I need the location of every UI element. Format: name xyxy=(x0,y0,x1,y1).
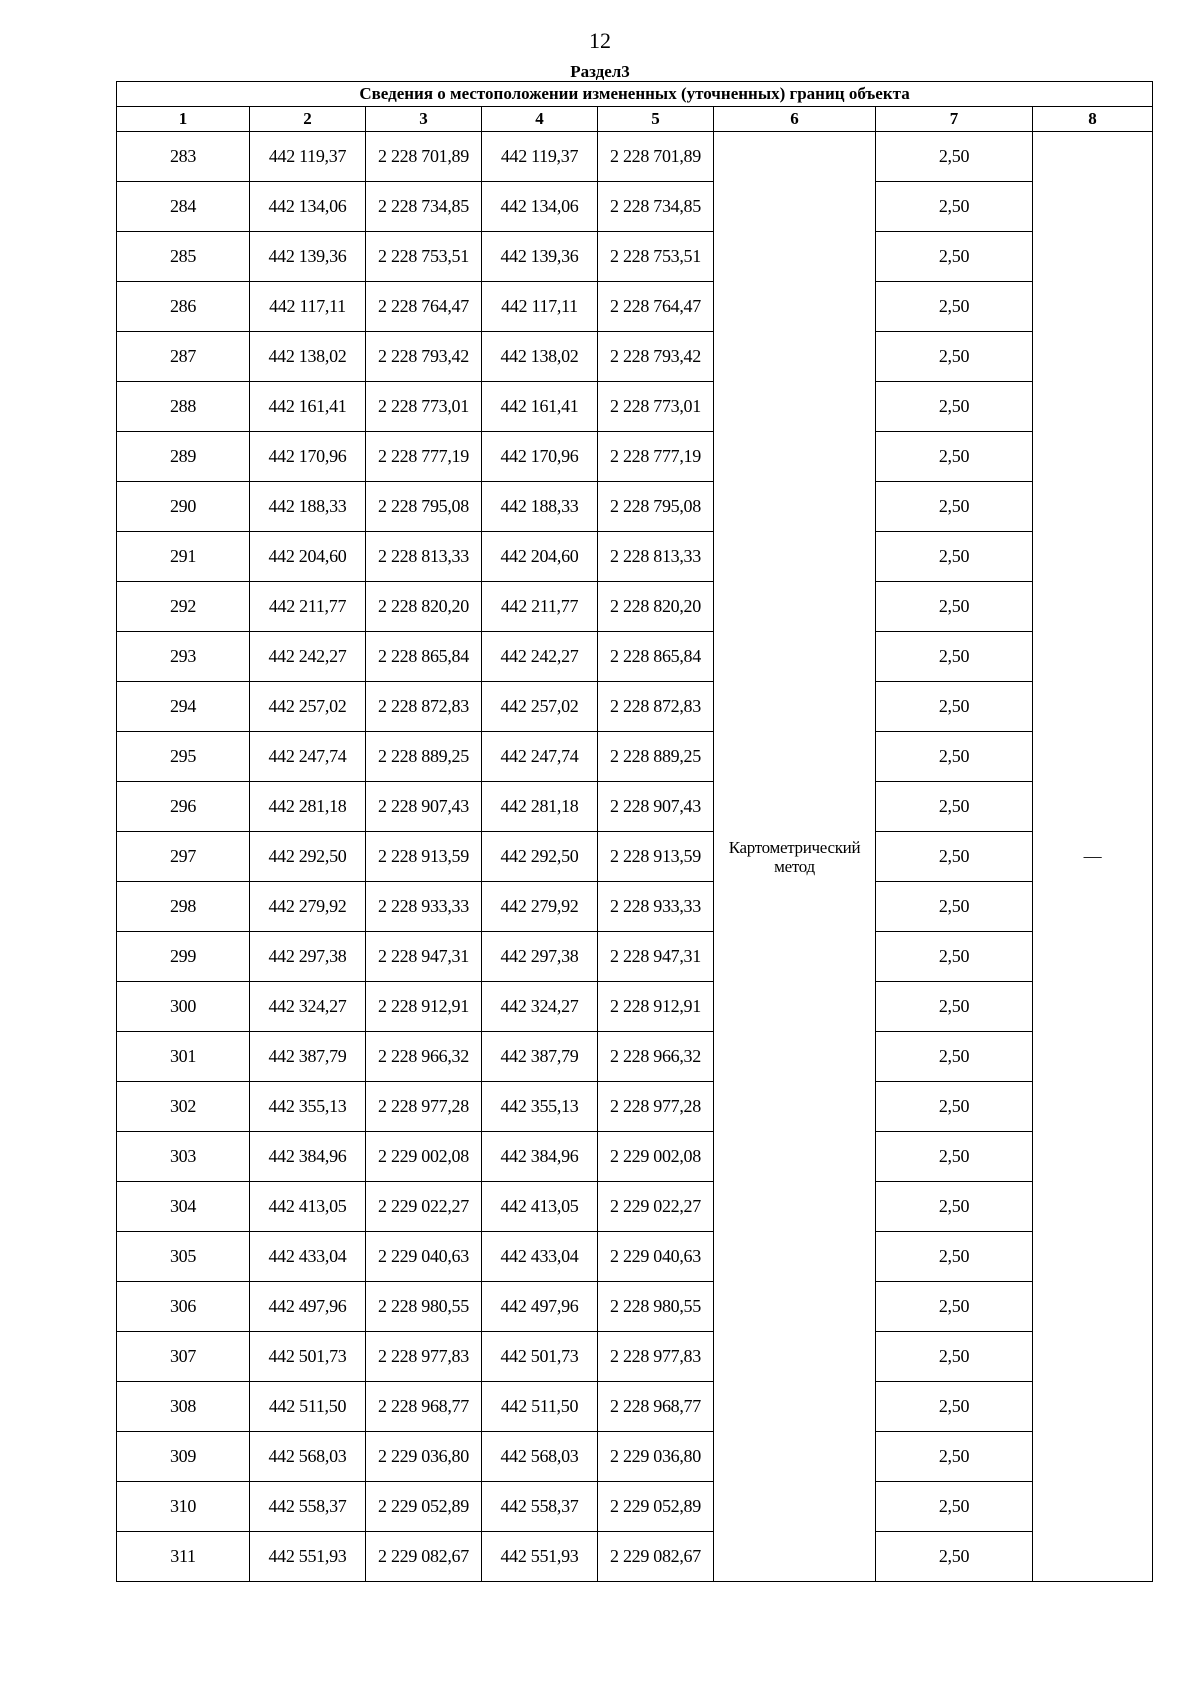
accuracy-cell: 2,50 xyxy=(876,882,1033,932)
table-row xyxy=(117,1482,1153,1532)
y-old-cell: 2 228 764,47 xyxy=(366,282,482,332)
point-number-cell: 292 xyxy=(117,582,250,632)
x-new-cell: 442 355,13 xyxy=(482,1082,598,1132)
x-new-cell: 442 558,37 xyxy=(482,1482,598,1532)
y-old-cell: 2 229 002,08 xyxy=(366,1132,482,1182)
point-number-cell: 311 xyxy=(117,1532,250,1582)
accuracy-cell: 2,50 xyxy=(876,382,1033,432)
table-row xyxy=(117,482,1153,532)
y-old-cell: 2 228 773,01 xyxy=(366,382,482,432)
x-new-cell: 442 324,27 xyxy=(482,982,598,1032)
point-number-cell: 288 xyxy=(117,382,250,432)
y-new-cell: 2 228 872,83 xyxy=(598,682,714,732)
table-row xyxy=(117,582,1153,632)
x-new-cell: 442 384,96 xyxy=(482,1132,598,1182)
x-old-cell: 442 242,27 xyxy=(250,632,366,682)
column-number: 7 xyxy=(876,107,1033,132)
x-new-cell: 442 242,27 xyxy=(482,632,598,682)
point-number-cell: 287 xyxy=(117,332,250,382)
y-new-cell: 2 228 889,25 xyxy=(598,732,714,782)
x-old-cell: 442 257,02 xyxy=(250,682,366,732)
x-old-cell: 442 497,96 xyxy=(250,1282,366,1332)
x-old-cell: 442 161,41 xyxy=(250,382,366,432)
table-row xyxy=(117,132,1153,182)
x-old-cell: 442 501,73 xyxy=(250,1332,366,1382)
y-new-cell: 2 228 865,84 xyxy=(598,632,714,682)
x-old-cell: 442 324,27 xyxy=(250,982,366,1032)
y-new-cell: 2 228 980,55 xyxy=(598,1282,714,1332)
x-new-cell: 442 247,74 xyxy=(482,732,598,782)
table-row xyxy=(117,1432,1153,1482)
table-row xyxy=(117,682,1153,732)
accuracy-cell: 2,50 xyxy=(876,732,1033,782)
x-old-cell: 442 387,79 xyxy=(250,1032,366,1082)
y-new-cell: 2 228 753,51 xyxy=(598,232,714,282)
y-old-cell: 2 229 040,63 xyxy=(366,1232,482,1282)
x-old-cell: 442 355,13 xyxy=(250,1082,366,1132)
table-row xyxy=(117,782,1153,832)
x-old-cell: 442 433,04 xyxy=(250,1232,366,1282)
table-row xyxy=(117,432,1153,482)
y-old-cell: 2 229 052,89 xyxy=(366,1482,482,1532)
y-old-cell: 2 228 734,85 xyxy=(366,182,482,232)
column-number-row xyxy=(117,107,1153,132)
y-old-cell: 2 228 753,51 xyxy=(366,232,482,282)
y-old-cell: 2 228 793,42 xyxy=(366,332,482,382)
point-number-cell: 307 xyxy=(117,1332,250,1382)
point-number-cell: 300 xyxy=(117,982,250,1032)
table-title: Сведения о местоположении измененных (уточненных) границ объекта xyxy=(117,82,1153,107)
x-old-cell: 442 297,38 xyxy=(250,932,366,982)
accuracy-cell: 2,50 xyxy=(876,532,1033,582)
point-number-cell: 289 xyxy=(117,432,250,482)
point-number-cell: 298 xyxy=(117,882,250,932)
x-new-cell: 442 211,77 xyxy=(482,582,598,632)
y-old-cell: 2 229 082,67 xyxy=(366,1532,482,1582)
y-new-cell: 2 228 977,83 xyxy=(598,1332,714,1382)
y-old-cell: 2 228 966,32 xyxy=(366,1032,482,1082)
point-number-cell: 294 xyxy=(117,682,250,732)
table-row xyxy=(117,732,1153,782)
accuracy-cell: 2,50 xyxy=(876,982,1033,1032)
y-old-cell: 2 228 912,91 xyxy=(366,982,482,1032)
y-old-cell: 2 228 777,19 xyxy=(366,432,482,482)
x-new-cell: 442 387,79 xyxy=(482,1032,598,1082)
point-number-cell: 305 xyxy=(117,1232,250,1282)
table-row xyxy=(117,332,1153,382)
x-old-cell: 442 188,33 xyxy=(250,482,366,532)
point-number-cell: 310 xyxy=(117,1482,250,1532)
y-old-cell: 2 229 022,27 xyxy=(366,1182,482,1232)
point-number-cell: 302 xyxy=(117,1082,250,1132)
y-new-cell: 2 228 977,28 xyxy=(598,1082,714,1132)
x-new-cell: 442 257,02 xyxy=(482,682,598,732)
x-old-cell: 442 413,05 xyxy=(250,1182,366,1232)
y-new-cell: 2 228 701,89 xyxy=(598,132,714,182)
table-row xyxy=(117,1382,1153,1432)
y-new-cell: 2 228 913,59 xyxy=(598,832,714,882)
column-number: 6 xyxy=(714,107,876,132)
point-number-cell: 286 xyxy=(117,282,250,332)
point-number-cell: 306 xyxy=(117,1282,250,1332)
x-old-cell: 442 117,11 xyxy=(250,282,366,332)
x-old-cell: 442 204,60 xyxy=(250,532,366,582)
point-number-cell: 308 xyxy=(117,1382,250,1432)
x-new-cell: 442 119,37 xyxy=(482,132,598,182)
x-old-cell: 442 138,02 xyxy=(250,332,366,382)
point-number-cell: 293 xyxy=(117,632,250,682)
x-new-cell: 442 138,02 xyxy=(482,332,598,382)
x-new-cell: 442 501,73 xyxy=(482,1332,598,1382)
table-row xyxy=(117,982,1153,1032)
table-row xyxy=(117,182,1153,232)
x-old-cell: 442 551,93 xyxy=(250,1532,366,1582)
x-new-cell: 442 279,92 xyxy=(482,882,598,932)
accuracy-cell: 2,50 xyxy=(876,432,1033,482)
x-new-cell: 442 433,04 xyxy=(482,1232,598,1282)
x-new-cell: 442 117,11 xyxy=(482,282,598,332)
point-number-cell: 284 xyxy=(117,182,250,232)
x-new-cell: 442 139,36 xyxy=(482,232,598,282)
x-old-cell: 442 211,77 xyxy=(250,582,366,632)
accuracy-cell: 2,50 xyxy=(876,632,1033,682)
point-number-cell: 291 xyxy=(117,532,250,582)
accuracy-cell: 2,50 xyxy=(876,582,1033,632)
x-new-cell: 442 297,38 xyxy=(482,932,598,982)
y-new-cell: 2 229 052,89 xyxy=(598,1482,714,1532)
accuracy-cell: 2,50 xyxy=(876,1082,1033,1132)
y-new-cell: 2 229 022,27 xyxy=(598,1182,714,1232)
point-number-cell: 304 xyxy=(117,1182,250,1232)
y-new-cell: 2 228 966,32 xyxy=(598,1032,714,1082)
x-old-cell: 442 247,74 xyxy=(250,732,366,782)
x-old-cell: 442 558,37 xyxy=(250,1482,366,1532)
x-old-cell: 442 170,96 xyxy=(250,432,366,482)
y-new-cell: 2 229 002,08 xyxy=(598,1132,714,1182)
x-old-cell: 442 292,50 xyxy=(250,832,366,882)
y-old-cell: 2 228 820,20 xyxy=(366,582,482,632)
section-title: Раздел3 xyxy=(570,62,630,81)
x-old-cell: 442 511,50 xyxy=(250,1382,366,1432)
y-old-cell: 2 228 872,83 xyxy=(366,682,482,732)
y-old-cell: 2 228 913,59 xyxy=(366,832,482,882)
x-old-cell: 442 119,37 xyxy=(250,132,366,182)
accuracy-cell: 2,50 xyxy=(876,1132,1033,1182)
table-row xyxy=(117,1282,1153,1332)
table-row xyxy=(117,1082,1153,1132)
x-new-cell: 442 511,50 xyxy=(482,1382,598,1432)
accuracy-cell: 2,50 xyxy=(876,1482,1033,1532)
y-new-cell: 2 228 793,42 xyxy=(598,332,714,382)
y-new-cell: 2 229 036,80 xyxy=(598,1432,714,1482)
accuracy-cell: 2,50 xyxy=(876,232,1033,282)
x-new-cell: 442 551,93 xyxy=(482,1532,598,1582)
y-old-cell: 2 228 968,77 xyxy=(366,1382,482,1432)
y-new-cell: 2 228 820,20 xyxy=(598,582,714,632)
table-row xyxy=(117,382,1153,432)
accuracy-cell: 2,50 xyxy=(876,482,1033,532)
table-title-row xyxy=(117,82,1153,107)
x-old-cell: 442 279,92 xyxy=(250,882,366,932)
table-row xyxy=(117,1182,1153,1232)
point-number-cell: 301 xyxy=(117,1032,250,1082)
accuracy-cell: 2,50 xyxy=(876,182,1033,232)
y-new-cell: 2 228 764,47 xyxy=(598,282,714,332)
column-number: 2 xyxy=(250,107,366,132)
table-row xyxy=(117,632,1153,682)
accuracy-cell: 2,50 xyxy=(876,1182,1033,1232)
table-body xyxy=(117,132,1153,1582)
accuracy-cell: 2,50 xyxy=(876,1382,1033,1432)
y-old-cell: 2 228 795,08 xyxy=(366,482,482,532)
x-old-cell: 442 281,18 xyxy=(250,782,366,832)
point-number-cell: 295 xyxy=(117,732,250,782)
x-new-cell: 442 413,05 xyxy=(482,1182,598,1232)
column-number: 5 xyxy=(598,107,714,132)
y-new-cell: 2 228 968,77 xyxy=(598,1382,714,1432)
table-row xyxy=(117,1232,1153,1282)
point-number-cell: 309 xyxy=(117,1432,250,1482)
x-new-cell: 442 281,18 xyxy=(482,782,598,832)
accuracy-cell: 2,50 xyxy=(876,682,1033,732)
x-new-cell: 442 134,06 xyxy=(482,182,598,232)
x-old-cell: 442 384,96 xyxy=(250,1132,366,1182)
x-new-cell: 442 188,33 xyxy=(482,482,598,532)
point-number-cell: 283 xyxy=(117,132,250,182)
column-number: 8 xyxy=(1033,107,1153,132)
y-old-cell: 2 228 865,84 xyxy=(366,632,482,682)
table-row xyxy=(117,932,1153,982)
accuracy-cell: 2,50 xyxy=(876,1532,1033,1582)
accuracy-cell: 2,50 xyxy=(876,1232,1033,1282)
point-number-cell: 303 xyxy=(117,1132,250,1182)
y-new-cell: 2 228 947,31 xyxy=(598,932,714,982)
table-row xyxy=(117,1332,1153,1382)
table-row xyxy=(117,882,1153,932)
x-old-cell: 442 134,06 xyxy=(250,182,366,232)
y-new-cell: 2 228 907,43 xyxy=(598,782,714,832)
accuracy-cell: 2,50 xyxy=(876,782,1033,832)
accuracy-cell: 2,50 xyxy=(876,1332,1033,1382)
accuracy-cell: 2,50 xyxy=(876,1032,1033,1082)
x-new-cell: 442 204,60 xyxy=(482,532,598,582)
y-new-cell: 2 229 082,67 xyxy=(598,1532,714,1582)
y-old-cell: 2 228 933,33 xyxy=(366,882,482,932)
column-number: 3 xyxy=(366,107,482,132)
table-row xyxy=(117,1032,1153,1082)
accuracy-cell: 2,50 xyxy=(876,282,1033,332)
note-cell: — xyxy=(1033,132,1153,1582)
y-old-cell: 2 228 813,33 xyxy=(366,532,482,582)
y-new-cell: 2 229 040,63 xyxy=(598,1232,714,1282)
table-row xyxy=(117,832,1153,882)
y-old-cell: 2 228 889,25 xyxy=(366,732,482,782)
column-number: 4 xyxy=(482,107,598,132)
boundary-coordinates-table xyxy=(116,81,1153,1582)
x-new-cell: 442 568,03 xyxy=(482,1432,598,1482)
accuracy-cell: 2,50 xyxy=(876,1432,1033,1482)
y-old-cell: 2 228 701,89 xyxy=(366,132,482,182)
table-row xyxy=(117,282,1153,332)
y-old-cell: 2 228 980,55 xyxy=(366,1282,482,1332)
y-old-cell: 2 228 907,43 xyxy=(366,782,482,832)
table-row xyxy=(117,1532,1153,1582)
page-number: 12 xyxy=(589,28,611,53)
y-old-cell: 2 228 977,83 xyxy=(366,1332,482,1382)
y-old-cell: 2 228 947,31 xyxy=(366,932,482,982)
accuracy-cell: 2,50 xyxy=(876,132,1033,182)
y-new-cell: 2 228 933,33 xyxy=(598,882,714,932)
accuracy-cell: 2,50 xyxy=(876,1282,1033,1332)
y-new-cell: 2 228 773,01 xyxy=(598,382,714,432)
y-old-cell: 2 229 036,80 xyxy=(366,1432,482,1482)
point-number-cell: 297 xyxy=(117,832,250,882)
y-new-cell: 2 228 813,33 xyxy=(598,532,714,582)
accuracy-cell: 2,50 xyxy=(876,832,1033,882)
y-new-cell: 2 228 795,08 xyxy=(598,482,714,532)
x-old-cell: 442 568,03 xyxy=(250,1432,366,1482)
table-row xyxy=(117,532,1153,582)
x-old-cell: 442 139,36 xyxy=(250,232,366,282)
x-new-cell: 442 292,50 xyxy=(482,832,598,882)
y-new-cell: 2 228 734,85 xyxy=(598,182,714,232)
x-new-cell: 442 170,96 xyxy=(482,432,598,482)
method-cell: Картометрический метод xyxy=(714,132,876,1582)
table-row xyxy=(117,1132,1153,1182)
x-new-cell: 442 497,96 xyxy=(482,1282,598,1332)
table-row xyxy=(117,232,1153,282)
point-number-cell: 299 xyxy=(117,932,250,982)
accuracy-cell: 2,50 xyxy=(876,332,1033,382)
point-number-cell: 285 xyxy=(117,232,250,282)
x-new-cell: 442 161,41 xyxy=(482,382,598,432)
column-number: 1 xyxy=(117,107,250,132)
y-new-cell: 2 228 912,91 xyxy=(598,982,714,1032)
accuracy-cell: 2,50 xyxy=(876,932,1033,982)
y-old-cell: 2 228 977,28 xyxy=(366,1082,482,1132)
point-number-cell: 296 xyxy=(117,782,250,832)
point-number-cell: 290 xyxy=(117,482,250,532)
y-new-cell: 2 228 777,19 xyxy=(598,432,714,482)
